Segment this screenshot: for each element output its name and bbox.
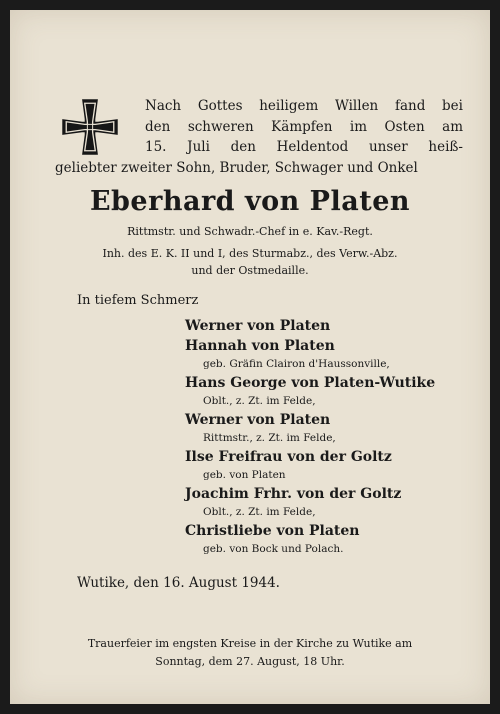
- service-notice: Trauerfeier im engsten Kreise in der Kirche zu Wutike am: [87, 637, 413, 650]
- deceased-name: Eberhard von Platen: [89, 186, 411, 217]
- intro-text: [55, 96, 463, 178]
- obituary-card: [10, 10, 490, 704]
- iron-cross-icon: [57, 94, 123, 160]
- family-member-detail: Rittmstr., z. Zt. im Felde,: [203, 432, 336, 444]
- intro-line: geliebter zweiter Sohn, Bruder, Schwager und Onkel: [55, 159, 418, 176]
- family-member-name: Ilse Freifrau von der Goltz: [185, 449, 392, 465]
- family-member-name: Hans George von Platen-Wutike: [185, 375, 436, 391]
- deceased-rank: Rittmstr. und Schwadr.-Chef in e. Kav.-Regt.: [127, 225, 373, 238]
- intro-line: den schweren Kämpfen im Osten am: [145, 118, 463, 135]
- mourning-phrase: In tiefem Schmerz: [77, 293, 199, 308]
- family-member-detail: geb. von Bock und Polach.: [203, 543, 344, 555]
- family-member-name: Joachim Frhr. von der Goltz: [185, 486, 402, 502]
- family-member-name: Hannah von Platen: [185, 338, 335, 354]
- family-member-detail: geb. von Platen: [203, 469, 286, 481]
- decorations-line: und der Ostmedaille.: [191, 264, 309, 277]
- family-member-detail: Oblt., z. Zt. im Felde,: [203, 506, 316, 518]
- family-member-name: Werner von Platen: [185, 412, 331, 428]
- family-member-detail: Oblt., z. Zt. im Felde,: [203, 395, 316, 407]
- service-notice: Sonntag, dem 27. August, 18 Uhr.: [155, 655, 345, 668]
- family-list: [185, 316, 485, 558]
- intro-line: 15. Juli den Heldentod unser heiß-: [145, 139, 463, 155]
- family-member-detail: geb. Gräfin Clairon d'Haussonville,: [203, 358, 390, 370]
- family-member-name: Werner von Platen: [185, 318, 331, 334]
- intro-line: Nach Gottes heiligem Willen fand bei: [145, 98, 463, 114]
- place-date: Wutike, den 16. August 1944.: [77, 575, 280, 591]
- decorations-line: Inh. des E. K. II und I, des Sturmabz., des Verw.-Abz.: [102, 247, 398, 260]
- family-member-name: Christliebe von Platen: [185, 523, 360, 539]
